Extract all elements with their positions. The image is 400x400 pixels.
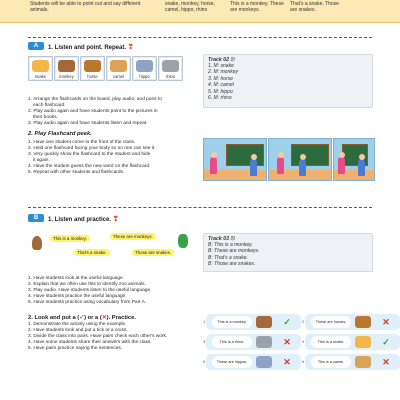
flashcard-peek-title: 2. Play Flashcard peek. <box>28 131 92 137</box>
section-a-badge: A <box>28 42 44 50</box>
step-line: 2. Play audio again and have students point to the pictures in <box>28 109 158 114</box>
track-03-box <box>203 233 373 272</box>
animal-picture <box>355 316 371 328</box>
exercise-sentence: This is a monkey. <box>212 316 252 328</box>
divider <box>28 207 372 208</box>
exercise-item <box>302 354 400 370</box>
speech-bubble: That's a snake. <box>74 249 110 256</box>
step-line: each flashcard. <box>33 103 66 108</box>
flashcard-camel <box>106 56 131 81</box>
check-icon: ✓ <box>382 337 390 347</box>
exercise-number: 2 <box>302 319 305 324</box>
animal-picture <box>256 336 272 348</box>
objective-text: Students will be able to point out and say different animals. <box>30 1 141 14</box>
flashcard-monkey <box>54 56 79 81</box>
camel-icon <box>110 60 127 72</box>
section-b-title: 1. Listen and practice. ❣ <box>48 216 119 223</box>
animal-picture <box>355 336 371 348</box>
divider <box>28 37 372 38</box>
classroom-picture-1 <box>203 138 267 181</box>
headphones-icon: ⎋ <box>230 57 235 63</box>
exercise-number: 6 <box>302 359 305 364</box>
section-b-badge: B <box>28 214 44 222</box>
flashcard-rhino <box>158 56 183 81</box>
monkey-icon <box>32 236 42 250</box>
animal-picture <box>256 356 272 368</box>
rainbow-icon: ❣ <box>112 216 119 223</box>
cross-icon: ✕ <box>382 317 390 327</box>
flashcard-label: camel <box>112 74 125 79</box>
track-02-box <box>203 54 373 108</box>
horse-icon <box>84 60 101 72</box>
flashcard-label: snake <box>34 74 47 79</box>
look-and-put-title: 2. Look and put a (✓) or a (✕). Practice. <box>28 315 136 321</box>
cross-icon: ✕ <box>382 357 390 367</box>
objectives-strip <box>0 0 400 23</box>
speech-bubble: Those are snakes. <box>132 249 174 256</box>
check-icon: ✓ <box>283 317 291 327</box>
cross-icon: ✕ <box>283 357 291 367</box>
look-and-put-steps: 1. Demonstrate the activity using the example. 2. Have students look and put a tick or a cross. 3. Divide the class into pairs. Have pairs check each other's work. 4. Have some students share their answers with the class. 5. Have pairs practice saying the sentences. <box>28 322 168 351</box>
flashcard-label: monkey <box>59 74 74 79</box>
rainbow-icon: ❣ <box>127 44 134 51</box>
language-a-text: This is a monkey. These are monkeys. <box>230 1 284 14</box>
animal-picture <box>355 356 371 368</box>
exercise-sentence: This is a camel. <box>311 356 351 368</box>
exercise-sentence: This is a snake. <box>311 336 351 348</box>
hippo-icon <box>136 60 153 72</box>
exercise-item <box>203 354 301 370</box>
exercise-sentence: These are hippos. <box>212 356 252 368</box>
exercise-sentence: These are horses. <box>311 316 351 328</box>
exercise-item <box>203 334 301 350</box>
monkey-icon <box>58 60 75 72</box>
animal-picture <box>256 316 272 328</box>
exercise-number: 3 <box>203 339 206 344</box>
track-title: Track 02 ⎋ <box>208 57 235 63</box>
exercise-item <box>302 314 400 330</box>
track-lines: B: This is a monkey. B: These are monkeys. B: That's a snake. B: Those are snakes. <box>208 242 260 268</box>
exercise-number: 1 <box>203 319 206 324</box>
speech-bubble: This is a monkey. <box>50 235 90 242</box>
classroom-picture-2 <box>268 138 332 181</box>
flashcard-snake <box>28 56 53 81</box>
vocabulary-text: snake, monkey, horse, camel, hippo, rhino <box>165 1 215 14</box>
useful-language-illustration <box>28 228 196 262</box>
flashcard-hippo <box>132 56 157 81</box>
step-line: 1. Arrange the flashcards on the board, play audio, and point to <box>28 97 162 102</box>
exercise-number: 4 <box>302 339 305 344</box>
flashcard-label: hippo <box>139 74 150 79</box>
classroom-picture-3 <box>333 138 375 181</box>
rhino-icon <box>162 60 179 72</box>
step-line: their books. <box>33 115 58 120</box>
flashcard-peek-steps: 1. Have one student come to the front of the class. 2. Hold one flashcard facing your body so no one can see it. 3. Very quickly show the flashcard to the student and hide it again. 4. Have the student guess the new word on the flashcard. 5. Repeat with other students and flashcards. <box>28 140 156 175</box>
headphones-icon: ⎋ <box>230 236 235 242</box>
track-title: Track 03 ⎋ <box>208 236 235 242</box>
exercise-item <box>302 334 400 350</box>
section-a-title: 1. Listen and point. Repeat. ❣ <box>48 44 134 51</box>
exercise-item <box>203 314 301 330</box>
step-line: 3. Play audio again and have students listen and repeat. <box>28 121 148 126</box>
section-b-steps: 1. Have students look at the useful language. 2. Explain that we often use this to identify zoo animals. 3. Play audio. Have students listen to the useful language. 4. Have students practice the useful language. 5. Have students practice using vocabulary from Part A. <box>28 276 152 305</box>
snake-icon <box>32 60 49 72</box>
language-b-text: That's a snake. Those are snakes. <box>290 1 339 14</box>
track-lines: 1. M: snake 2. M: monkey 3. M: horse 4. M: camel 5. M: hippo 6. M: rhino <box>208 63 239 102</box>
section-a-steps <box>28 97 198 127</box>
flashcard-label: rhino <box>165 74 176 79</box>
exercise-sentence: This is a rhino. <box>212 336 252 348</box>
exercise-number: 5 <box>203 359 206 364</box>
cross-icon: ✕ <box>283 337 291 347</box>
flashcard-label: horse <box>87 74 98 79</box>
tree-icon <box>178 234 188 248</box>
check-icon: ✓ <box>79 315 85 321</box>
flashcard-horse <box>80 56 105 81</box>
cross-icon: ✕ <box>101 315 107 321</box>
speech-bubble: These are monkeys. <box>110 233 156 240</box>
